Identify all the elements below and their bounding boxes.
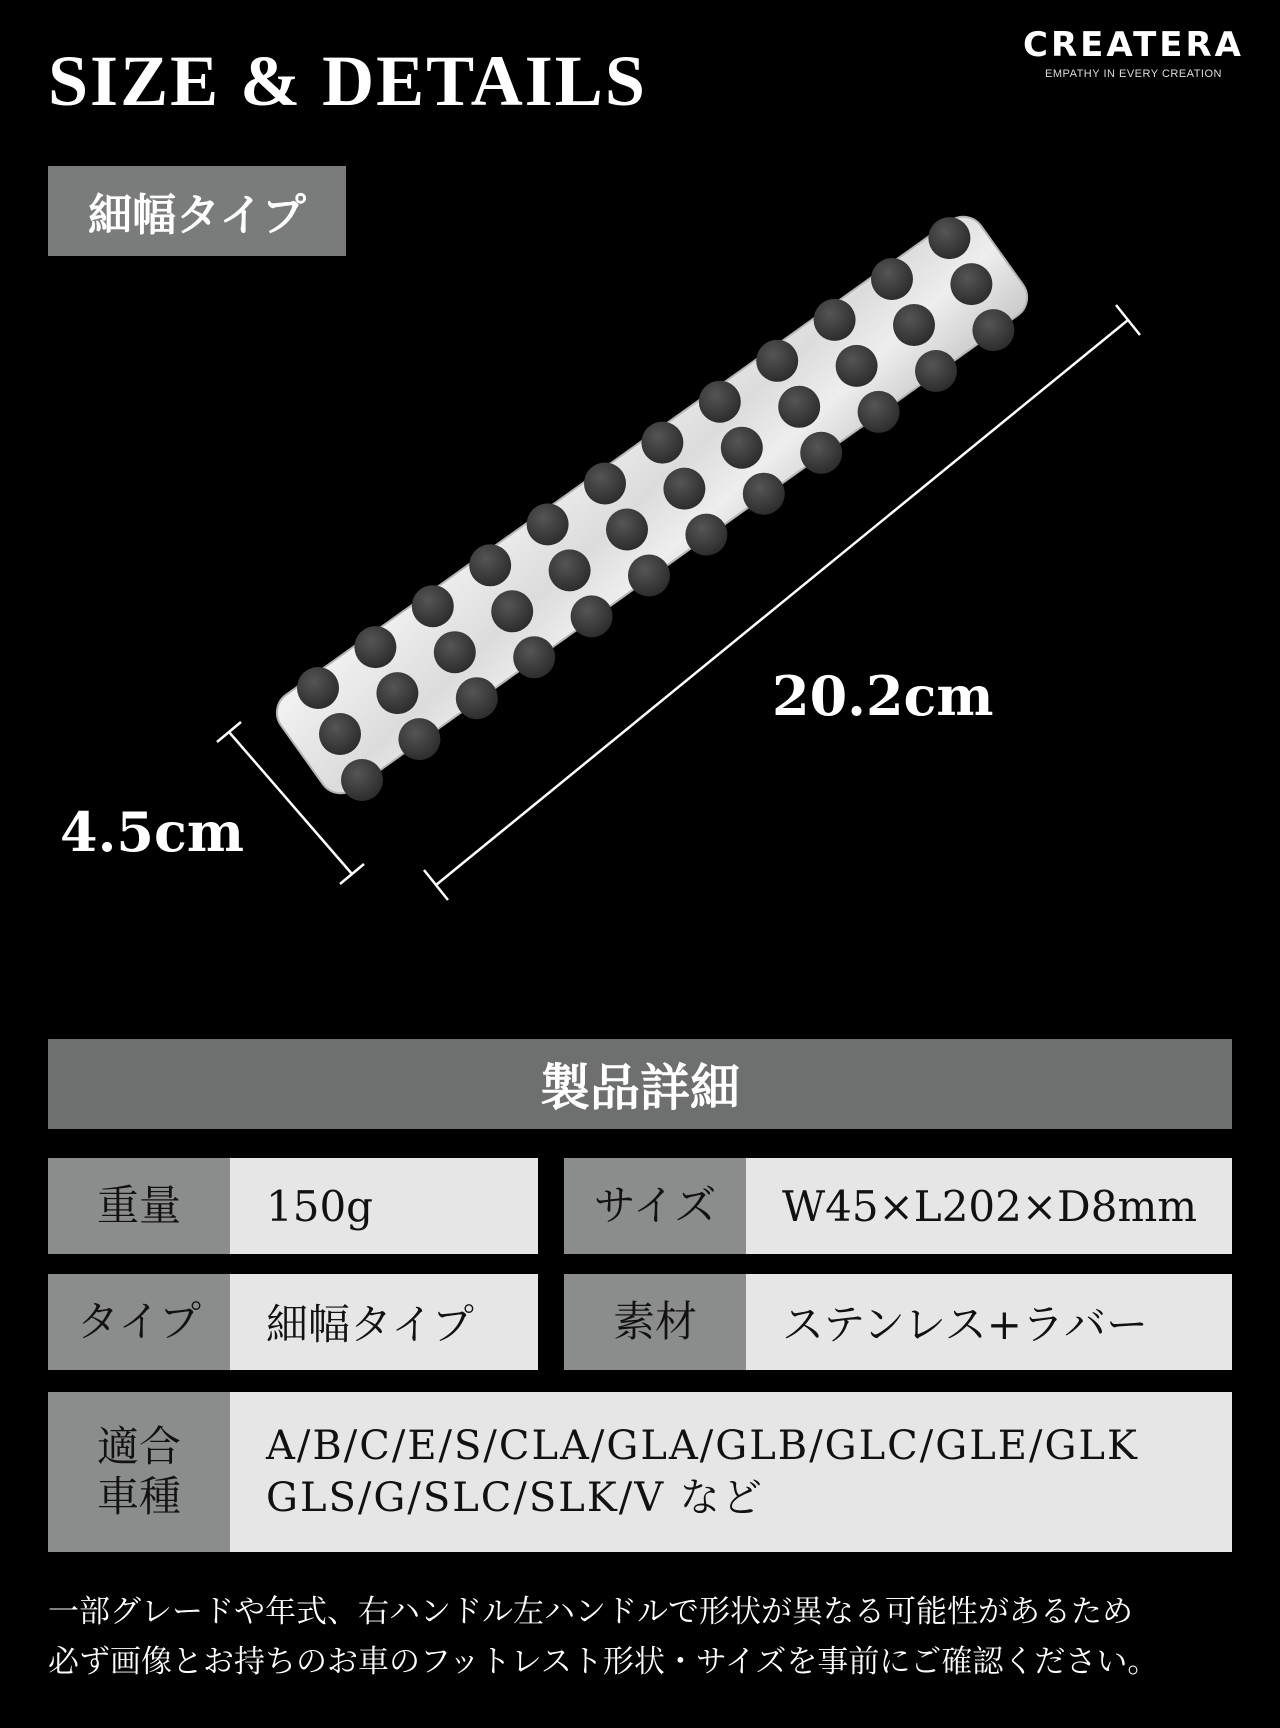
rubber-stud bbox=[778, 386, 820, 428]
rubber-stud bbox=[412, 585, 454, 627]
rubber-stud bbox=[928, 217, 970, 259]
details-heading: 製品詳細 bbox=[48, 1039, 1232, 1129]
rubber-stud bbox=[743, 473, 785, 515]
page-title: SIZE & DETAILS bbox=[48, 41, 647, 121]
dimension-lines bbox=[217, 305, 1140, 900]
compatibility-value-line2: GLS/G/SLC/SLK/V など bbox=[266, 1475, 764, 1521]
size-value: W45×L202×D8mm bbox=[746, 1158, 1232, 1254]
rubber-stud bbox=[836, 345, 878, 387]
rubber-stud bbox=[549, 549, 591, 591]
rubber-stud bbox=[434, 631, 476, 673]
rubber-stud bbox=[685, 514, 727, 556]
rubber-stud bbox=[571, 595, 613, 637]
rubber-stud bbox=[663, 468, 705, 510]
material-value: ステンレス+ラバー bbox=[746, 1274, 1232, 1370]
rubber-stud bbox=[527, 503, 569, 545]
compatibility-label-line1: 適合 bbox=[96, 1421, 181, 1471]
material-label: 素材 bbox=[564, 1274, 746, 1370]
rubber-stud bbox=[628, 555, 670, 597]
rubber-stud bbox=[606, 509, 648, 551]
rubber-stud bbox=[915, 350, 957, 392]
length-dimension-label: 20.2cm bbox=[772, 664, 994, 728]
rubber-stud bbox=[354, 626, 396, 668]
weight-label: 重量 bbox=[48, 1158, 230, 1254]
rubber-stud bbox=[950, 263, 992, 305]
rubber-stud bbox=[814, 299, 856, 341]
rubber-stud bbox=[871, 258, 913, 300]
rubber-stud bbox=[584, 463, 626, 505]
size-label: サイズ bbox=[564, 1158, 746, 1254]
rubber-stud bbox=[319, 713, 361, 755]
rubber-stud bbox=[341, 759, 383, 801]
compatibility-value bbox=[230, 1392, 1232, 1552]
rubber-stud bbox=[893, 304, 935, 346]
rubber-stud bbox=[699, 381, 741, 423]
width-dimension-label: 4.5cm bbox=[60, 800, 244, 864]
rubber-stud bbox=[513, 636, 555, 678]
rubber-stud bbox=[641, 422, 683, 464]
rubber-stud bbox=[376, 672, 418, 714]
brand-name: CREATERA bbox=[1023, 25, 1244, 65]
type-tag: 細幅タイプ bbox=[48, 166, 346, 256]
disclaimer-line2: 必ず画像とお持ちのお車のフットレスト形状・サイズを事前にご確認ください。 bbox=[48, 1643, 1159, 1680]
rubber-stud bbox=[469, 544, 511, 586]
type-value: 細幅タイプ bbox=[230, 1274, 538, 1370]
compatibility-value-line1: A/B/C/E/S/CLA/GLA/GLB/GLC/GLE/GLK bbox=[266, 1423, 1139, 1469]
rubber-stud bbox=[800, 432, 842, 474]
rubber-stud bbox=[297, 667, 339, 709]
compatibility-label bbox=[48, 1392, 230, 1552]
rubber-stud bbox=[972, 309, 1014, 351]
weight-value: 150g bbox=[230, 1158, 538, 1254]
brand-tagline: EMPATHY IN EVERY CREATION bbox=[1045, 68, 1222, 80]
type-label: タイプ bbox=[48, 1274, 230, 1370]
compatibility-label-line2: 車種 bbox=[96, 1472, 181, 1521]
rubber-stud bbox=[858, 391, 900, 433]
rubber-stud bbox=[756, 340, 798, 382]
rubber-stud bbox=[456, 677, 498, 719]
rubber-stud bbox=[721, 427, 763, 469]
disclaimer-note bbox=[48, 1588, 1248, 1687]
disclaimer-line1: 一部グレードや年式、右ハンドル左ハンドルで形状が異なる可能性があるため bbox=[48, 1594, 1133, 1630]
rubber-stud bbox=[398, 718, 440, 760]
rubber-stud bbox=[491, 590, 533, 632]
